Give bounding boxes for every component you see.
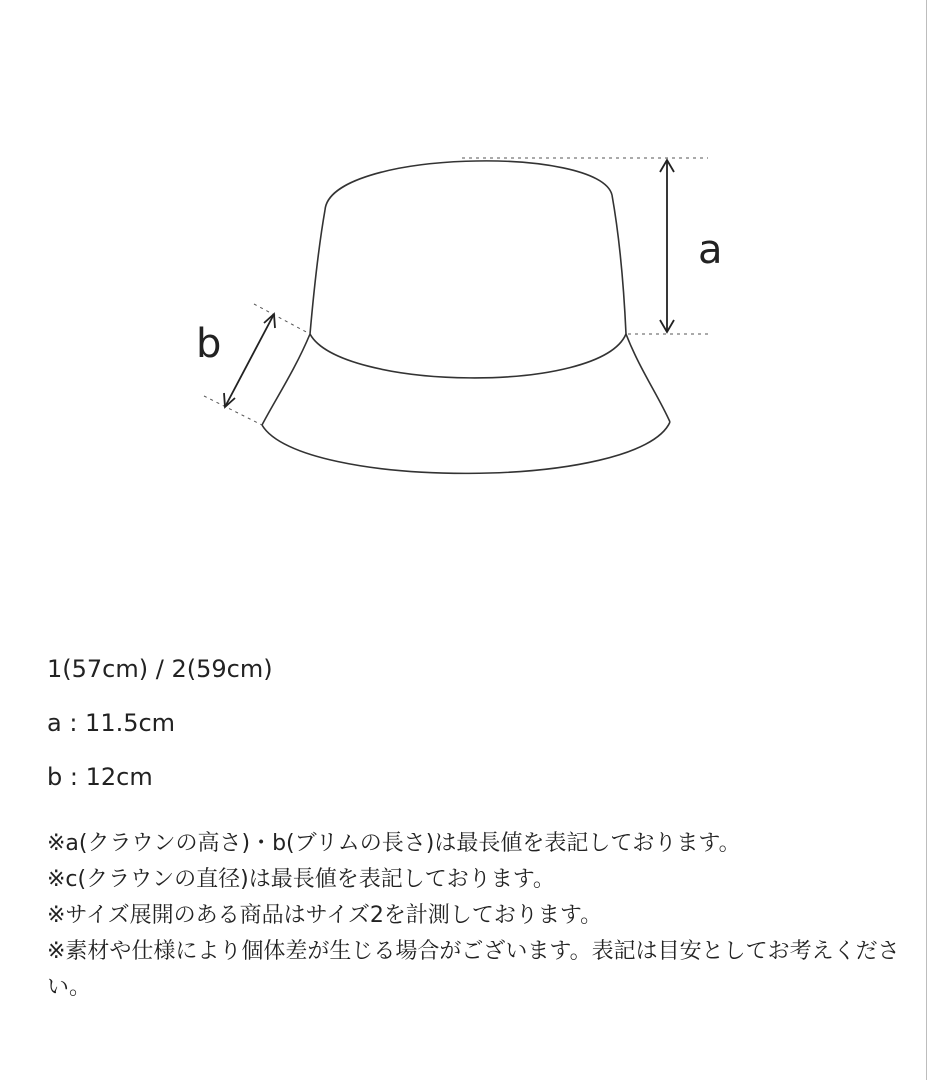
crown-left-side (310, 210, 325, 334)
note-longest-value-c: ※c(クラウンの直径)は最長値を表記しております。 (47, 867, 555, 892)
dimension-b-arrow (226, 316, 273, 405)
note-size-2-measured: ※サイズ展開のある商品はサイズ2を計測しております。 (47, 903, 603, 928)
brim-right-edge (626, 334, 670, 422)
dimension-a-label: a (698, 227, 723, 273)
measurement-notes (47, 826, 907, 1006)
crown-base-seam (310, 334, 626, 378)
brim-length-value: b : 12cm (47, 763, 153, 791)
dimension-b-label: b (196, 321, 222, 367)
size-variants: 1(57cm) / 2(59cm) (47, 655, 273, 683)
crown-right-side (612, 195, 626, 334)
brim-bottom-outline (262, 422, 670, 473)
crown-height-value: a : 11.5cm (47, 709, 176, 737)
size-specification (47, 652, 907, 814)
note-individual-differences: ※素材や仕様により個体差が生じる場合がございます。表記は目安としてお考えください。 (47, 939, 900, 1000)
brim-left-edge (262, 334, 310, 425)
note-longest-value-ab: ※a(クラウンの高さ)・b(ブリムの長さ)は最長値を表記しております。 (47, 831, 741, 856)
guide-brim-top-dashed (254, 304, 310, 334)
crown-top-outline (325, 161, 612, 210)
